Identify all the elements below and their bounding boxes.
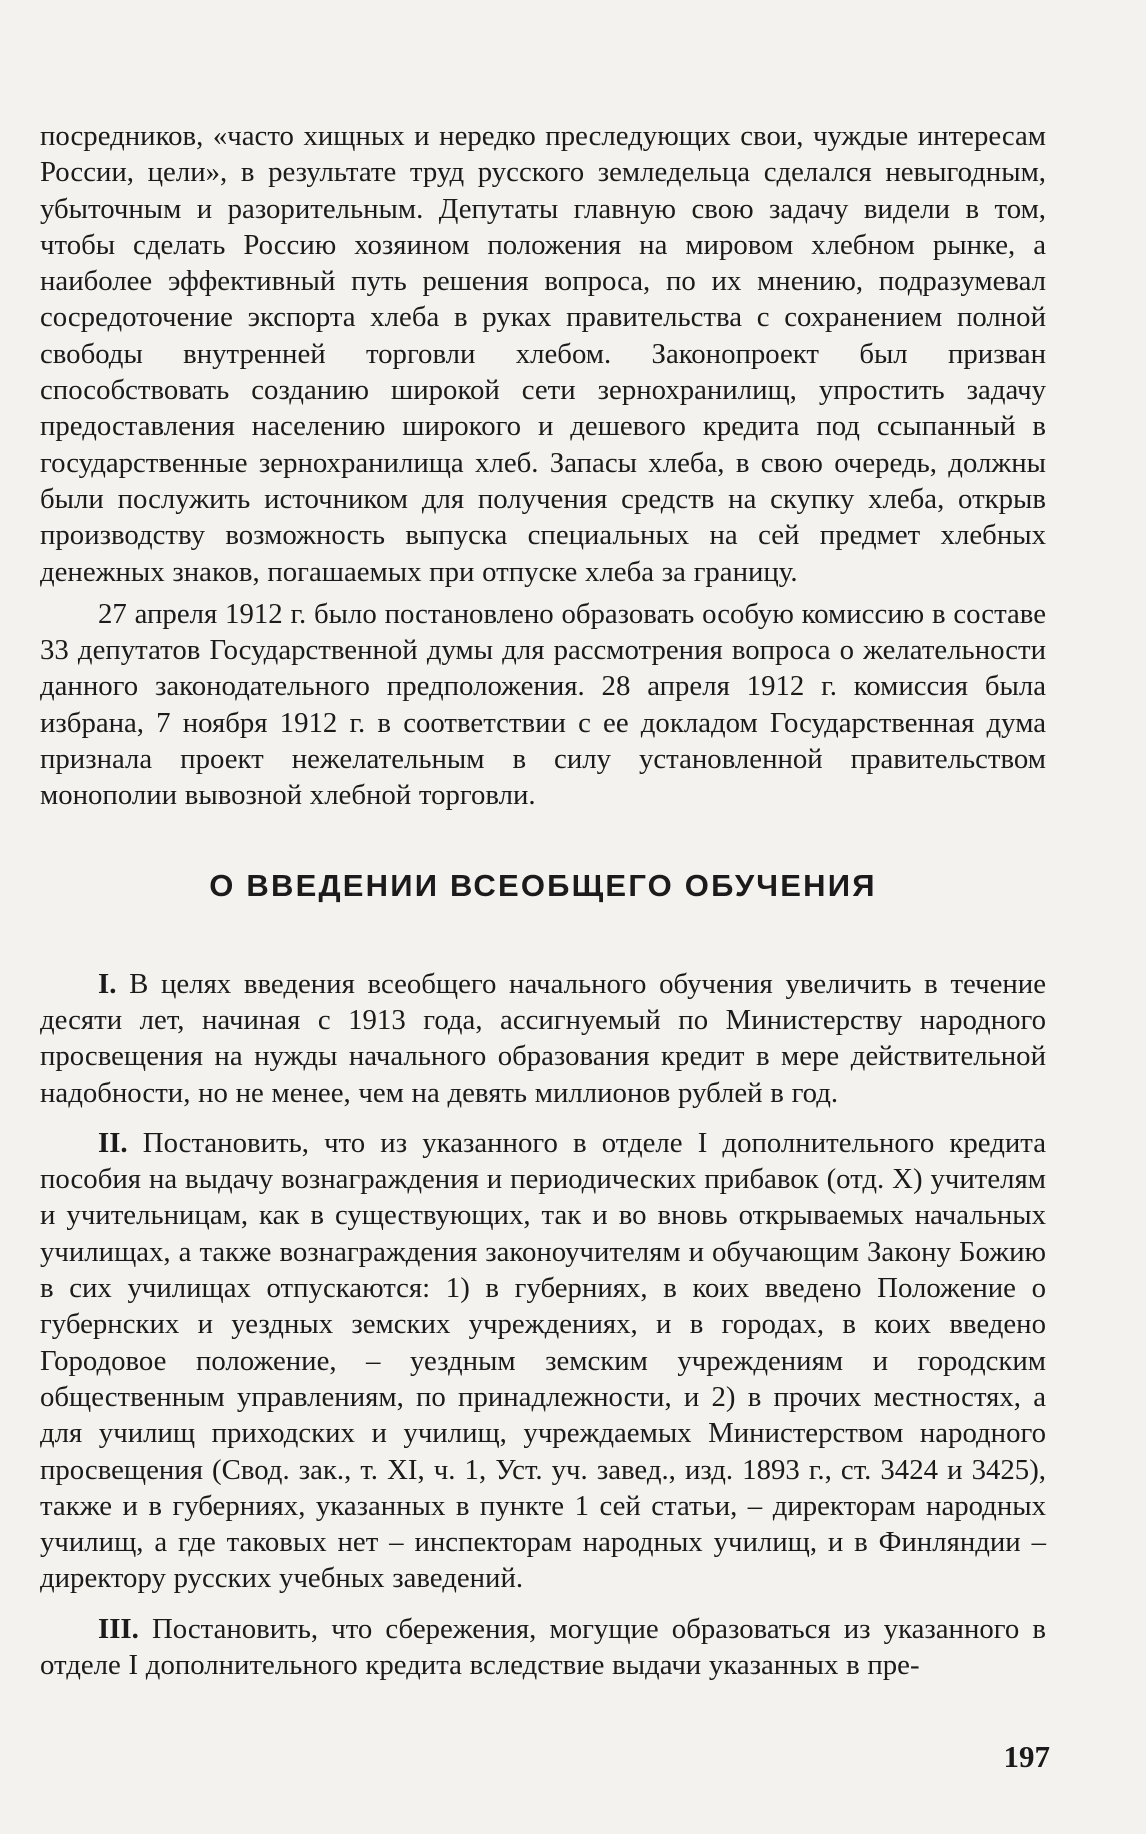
section-title: О ВВЕДЕНИИ ВСЕОБЩЕГО ОБУЧЕНИЯ — [209, 867, 877, 903]
item-text: Постановить, что из указанного в отделе I дополнительного кредита пособия на выдачу вознаграждения и периодических прибавок (отд. X) учителям и учительницам, как в существующих, так и во вновь открываемых начальных училищах, а также вознаграждения законоучителям и обучающим Закону Божию в сих училищах отпускаются: 1) в губерниях, в коих введено Положение о губернских и уездных земских учреждениях, и в городах, в коих введено Городовое положение, – уездным земским учреждениям и городским общественным управлениям, по принадлежности, и 2) в прочих местностях, а для училищ приходских и училищ, учреждаемых Министерством народного просвещения (Свод. зак., т. XI, ч. 1, Уст. уч. завед., изд. 1893 г., ст. 3424 и 3425), также и в губерниях, указанных в пункте 1 сей статьи, – директорам народных училищ, а где таковых нет – инспекторам народных училищ, и в Финляндии – директору русских учебных заведений. — [40, 1126, 1046, 1595]
item-text: В целях введения всеобщего начального обучения увеличить в течение десяти лет, начиная с 1913 года, ассигнуемый по Министерству народного просвещения на нужды начального образования кредит в мере действительной надобности, но не менее, чем на девять миллионов рублей в год. — [40, 967, 1046, 1109]
item-text: Постановить, что сбережения, могущие образоваться из указанного в отделе I дополнительного кредита вследствие выдачи указанных в пре- — [40, 1612, 1046, 1681]
page-number: 197 — [1003, 1739, 1050, 1774]
item-numeral: I. — [98, 967, 117, 1000]
item-numeral: III. — [98, 1612, 139, 1645]
section-item-2 — [40, 1125, 1046, 1597]
section-item-3 — [40, 1611, 1046, 1684]
paragraph-commission: 27 апреля 1912 г. было постановлено образовать особую комиссию в составе 33 депутатов Государственной думы для рассмотрения вопроса о желательности данного законодательного предположения. 28 апреля 1912 г. комиссия была избрана, 7 ноября 1912 г. в соответствии с ее докладом Государственная дума признала проект нежелательным в силу установленной правительством монополии вывозной хлебной торговли. — [40, 597, 1046, 812]
paragraph-intro: посредников, «часто хищных и нередко преследующих свои, чуждые интересам России, цели», в результате труд русского земледельца сделался невыгодным, убыточным и разорительным. Депутаты главную свою задачу видели в том, чтобы сделать Россию хозяином положения на мировом хлебном рынке, а наиболее эффективный путь решения вопроса, по их мнению, подразумевал сосредоточение экспорта хлеба в руках правительства с сохранением полной свободы внутренней торговли хлебом. Законопроект был призван способствовать созданию широкой сети зернохранилищ, упростить задачу предоставления населению широкого и дешевого кредита под ссыпанный в государственные зернохранилища хлеб. Запасы хлеба, в свою очередь, должны были послужить источником для получения средств на скупку хлеба, открыв производству возможность выпуска специальных на сей предмет хлебных денежных знаков, погашаемых при отпуске хлеба за границу. — [40, 120, 1046, 588]
section-item-1 — [40, 966, 1046, 1111]
item-numeral: II. — [98, 1126, 128, 1159]
